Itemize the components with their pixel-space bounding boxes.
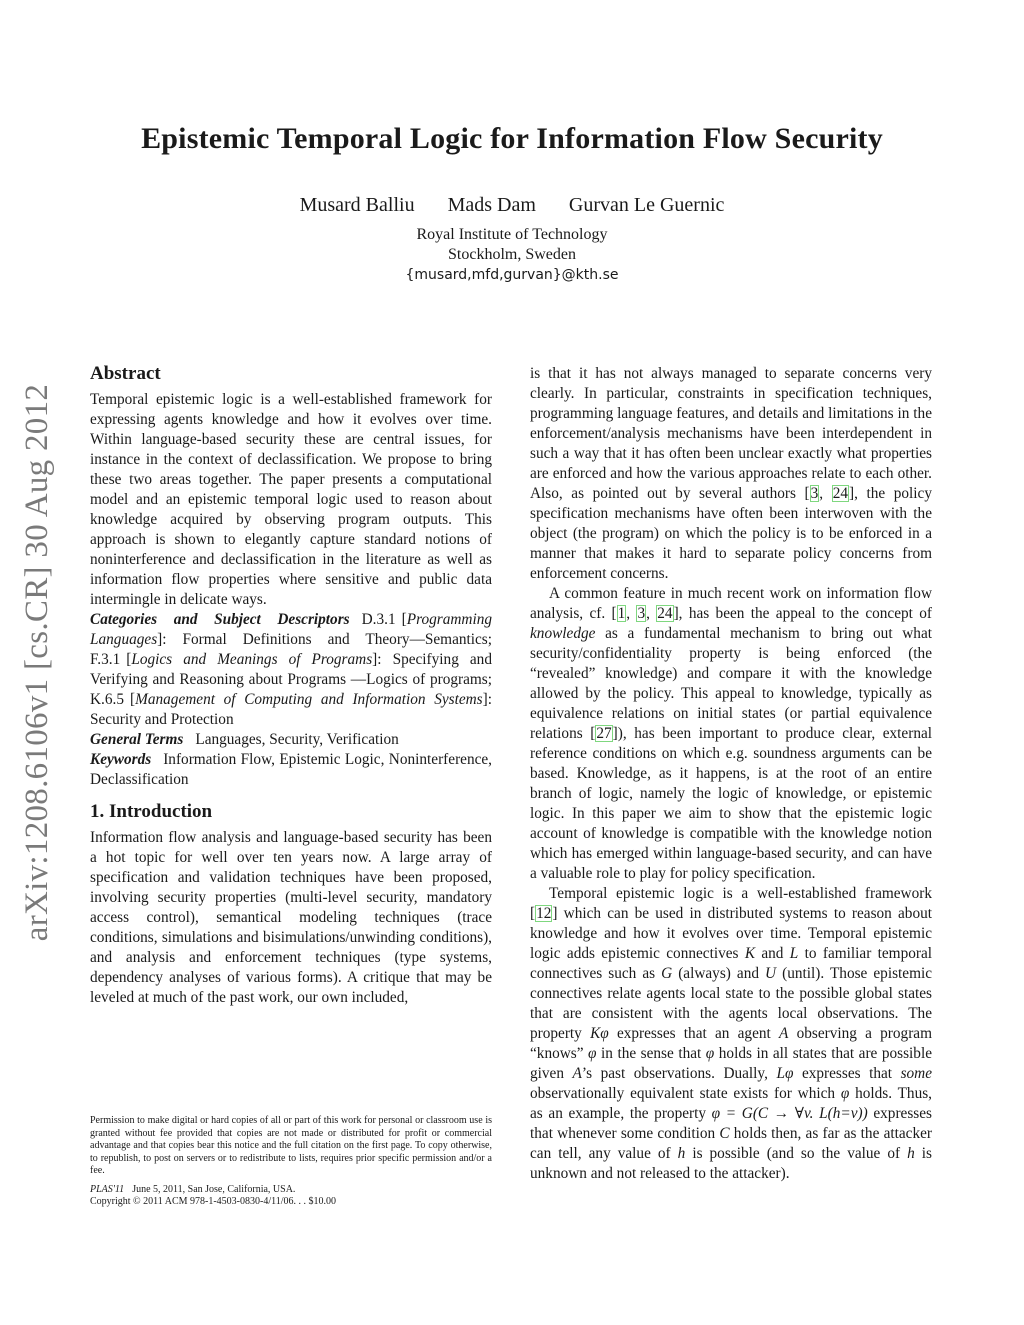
arxiv-stamp [14, 362, 62, 962]
permission-notice: Permission to make digital or hard copies of all or part of this work for personal or classroom use is granted without fee provided that copies are not made or distributed for profit or commercial advantage and that copies bear this notice and the full citation on the first page. To copy otherwise, to republish, to post on servers or to redistribute to lists, requires prior specific permission and/or a fee. [90, 1115, 492, 1176]
right-column [530, 364, 932, 1184]
intro-paragraph: Information flow analysis and language-based security has been a hot topic for well over ten years now. A large array of specification and validation techniques have been proposed, involving security properties (multi-level security, mandatory access control), semantical modeling techniques (trace conditions, simulations and bisimulations/unwinding conditions), and analysis and enforcement techniques (type systems, dependency analyses of various forms). A critique that may be leveled at much of the past work, our own included, [90, 829, 492, 1006]
copyright-line: Copyright © 2011 ACM 978-1-4503-0830-4/11/06. . . $10.00 [90, 1196, 337, 1207]
author: Gurvan Le Guernic [568, 194, 725, 216]
institute: Royal Institute of Technology [416, 226, 608, 243]
email: {musard,mfd,gurvan}@kth.se [405, 267, 619, 283]
city: Stockholm, Sweden [448, 246, 576, 263]
citation-link[interactable]: 24 [832, 485, 848, 502]
author: Musard Balliu [299, 194, 415, 216]
citation-link[interactable]: 3 [637, 605, 646, 622]
abstract-heading: Abstract [90, 363, 161, 384]
categories: Categories and Subject Descriptors D.3.1 [Programming Languages]: Formal Definitions and Theory—Semantics; F.3.1 [Logics and Meanings of Programs]: Specifying and Verifying and Reasoning about Programs —Logics of programs; K.6.5 [Management of Computing and Information Systems]: Security and Protection [90, 611, 492, 728]
abstract-text: Temporal epistemic logic is a well-established framework for expressing agents knowledge and how it evolves over time. Within language-based security these are central issues, for instance in the context of declassification. We propose to bring these two areas together. The paper presents a computational model and an epistemic temporal logic used to reason about knowledge acquired by observing program outputs. This approach is shown to elegantly capture standard notions of noninterference and declassification in the literature as well as information flow properties where sensitive and public data intermingle in delicate ways. [90, 391, 492, 608]
general-terms: General Terms Languages, Security, Verification [90, 731, 399, 748]
paragraph: Temporal epistemic logic is a well-established framework [12] which can be used in distributed systems to reason about knowledge and how it evolves over time. Temporal epistemic logic adds epistemic connectives K and L to familiar temporal connectives such as G (always) and U (until). Those epistemic connectives relate agents local state to the possible global states that are consistent with the agents local observations. The property Kφ expresses that an agent A observing a program “knows” φ in the sense that φ holds in all states that are possible given A’s past observations. Dually, Lφ expresses that some observationally equivalent state exists for which φ holds. Thus, as an example, the property φ = G(C → ∀v. L(h=v)) expresses that whenever some condition C holds then, as far as the attacker can tell, any value of h is possible (and so the value of h is unknown and not released to the attacker). [530, 885, 933, 1182]
categories-label: Categories and Subject Descriptors [90, 611, 350, 628]
citation-link[interactable]: 24 [657, 605, 673, 622]
citation-link[interactable]: 1 [617, 605, 626, 622]
author-list [0, 194, 1024, 217]
citation-link[interactable]: 12 [536, 905, 552, 922]
arxiv-stamp-text: arXiv:1208.6106v1 [cs.CR] 30 Aug 2012 [19, 383, 56, 941]
keywords: Keywords Information Flow, Epistemic Logic, Noninterference, Declassification [90, 751, 492, 788]
left-column [90, 364, 492, 1008]
citation-link[interactable]: 3 [810, 485, 819, 502]
affiliation [0, 225, 1024, 285]
copyright-footnote [90, 1115, 492, 1209]
citation-link[interactable]: 27 [596, 725, 612, 742]
venue-line: PLAS'11 June 5, 2011, San Jose, California, USA. [90, 1183, 296, 1195]
section-heading: 1. Introduction [90, 801, 213, 822]
author: Mads Dam [447, 194, 536, 216]
formula: φ = G(C → ∀v. L(h=v)) [711, 1105, 868, 1122]
paper-title: Epistemic Temporal Logic for Information Flow Security [141, 122, 883, 155]
paragraph: is that it has not always managed to separate concerns very clearly. In particular, constraints in specification techniques, programming language features, and details and limitations in the enforcement/analysis mechanisms have been interdependent in such a way that it has often been unclear exactly what properties are enforced and how the various approaches relate to each other. Also, as pointed out by several authors [3, 24], the policy specification mechanisms have often been interwoven with the object (the program) on which the policy is to be enforced in a manner that makes it hard to separate policy concerns from enforcement concerns. [530, 365, 932, 582]
general-terms-label: General Terms [90, 731, 184, 748]
paragraph: A common feature in much recent work on information flow analysis, cf. [1, 3, 24], has been the appeal to the concept of knowledge as a fundamental mechanism to bring out what security/confidentiality property is being enforced (the “revealed” knowledge) and compare it with the knowledge allowed by the policy. This appeal to knowledge, typically as equivalence relations on initial states (or partial equivalence relations [27]), has been important to produce clear, external reference conditions on which e.g. soundness arguments can be based. Knowledge, as it happens, is at the root of an entire branch of logic, namely the logic of knowledge, or epistemic logic. In this paper we aim to show that the epistemic logic account of knowledge is compatible with the knowledge notion which has emerged within language-based security, and can have a valuable role to play for policy specification. [530, 585, 933, 882]
keywords-label: Keywords [90, 751, 152, 768]
